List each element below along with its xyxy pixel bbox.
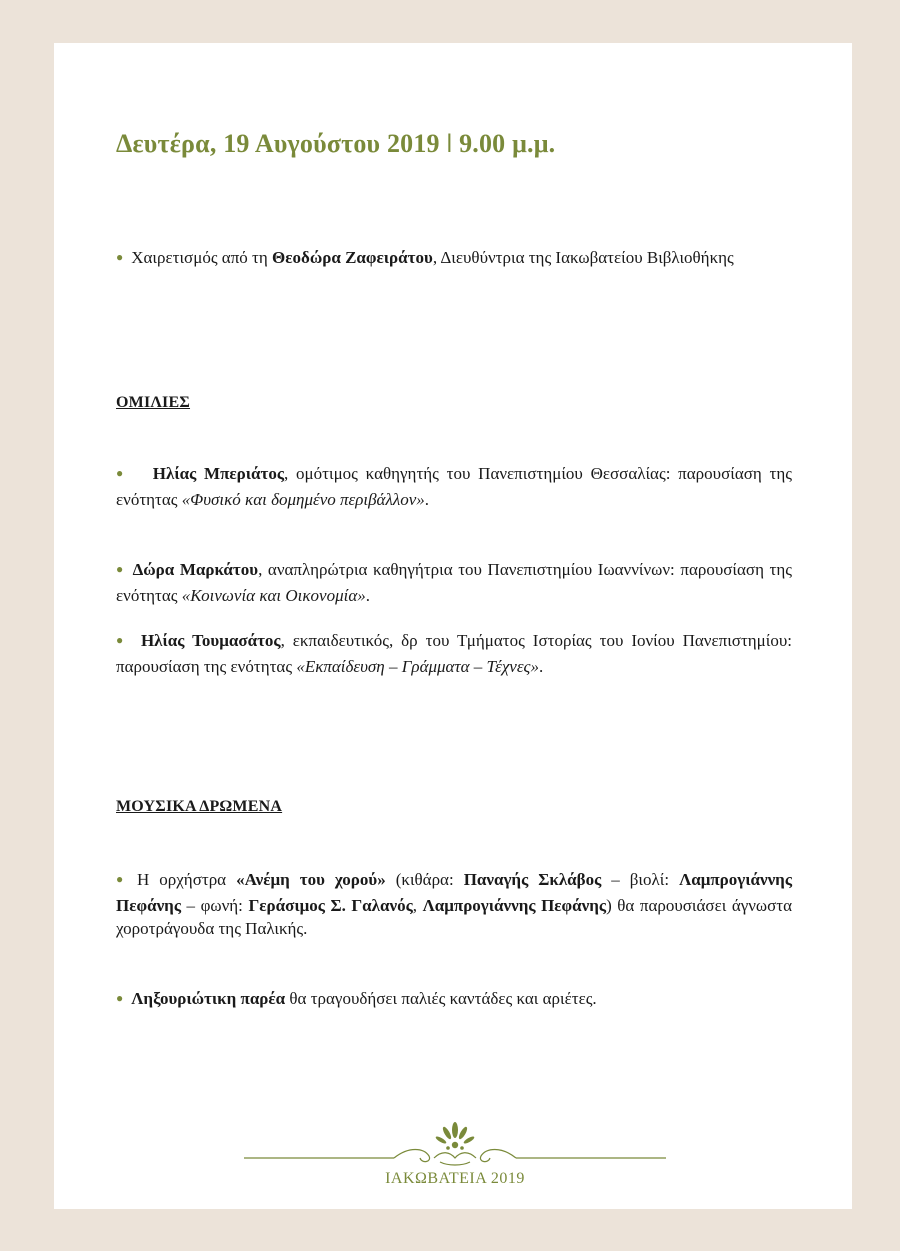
music-item: ● Ληξουριώτικη παρέα θα τραγουδήσει παλιές καντάδες και αριέτες. [116,989,597,1008]
talk-topic: «Κοινωνία και Οικονομία» [181,585,366,605]
greeting-paragraph: ● Χαιρετισμός από τη Θεοδώρα Ζαφειράτου, Διευθύντρια της Ιακωβατείου Βιβλιοθήκης [116,248,734,267]
speaker-name: Ηλίας Τουμασάτος [140,631,281,650]
floral-ornament-icon [244,1118,666,1170]
talk-topic: «Εκπαίδευση – Γράμματα – Τέχνες» [296,656,539,676]
document-page [54,43,852,1209]
bullet-icon: ● [116,466,127,480]
speaker-name: Ηλίας Μπεριάτος [152,464,285,483]
bullet-icon: ● [116,562,125,576]
footer-title: ΙΑΚΩΒΑΤΕΙΑ 2019 [385,1170,525,1187]
talk-item: ● Ηλίας Τουμασάτος, εκπαιδευτικός, δρ του Τμήματος Ιστορίας του Ιονίου Πανεπιστημίου: παρουσίαση της ενότητας «Εκπαίδευση – Γράμματα – Τέχνες». [116,631,792,676]
bullet-icon: ● [116,250,124,264]
bullet-icon: ● [116,991,124,1005]
talk-item: ● Ηλίας Μπεριάτος, ομότιμος καθηγητής του Πανεπιστημίου Θεσσαλίας: παρουσίαση της ενότητας «Φυσικό και δομημένο περιβάλλον». [116,464,792,509]
bullet-icon: ● [116,872,129,886]
bullet-icon: ● [116,633,127,647]
greeting-name: Θεοδώρα Ζαφειράτου [272,248,433,267]
page-title: Δευτέρα, 19 Αυγούστου 2019 ǀ 9.00 μ.μ. [116,129,556,158]
footer [244,1118,666,1193]
talk-item: ● Δώρα Μαρκάτου, αναπληρώτρια καθηγήτρια του Πανεπιστημίου Ιωαννίνων: παρουσίαση της ενότητας «Κοινωνία και Οικονομία». [116,560,793,605]
section-heading-talks: ΟΜΙΛΙΕΣ [116,394,191,411]
talk-topic: «Φυσικό και δομημένο περιβάλλον» [181,489,425,509]
speaker-name: Δώρα Μαρκάτου [132,560,259,579]
music-item: ● Η ορχήστρα «Ανέμη του χορού» (κιθάρα: Παναγής Σκλάβος – βιολί: Λαμπρογιάννης Πεφάνης – φωνή: Γεράσιμος Σ. Γαλανός, Λαμπρογιάννης Πεφάνης) θα παρουσιάσει άγνωστα χοροτράγουδα της Παλικής. [116,870,793,938]
section-heading-music: ΜΟΥΣΙΚΑ ΔΡΩΜΕΝΑ [116,798,283,815]
